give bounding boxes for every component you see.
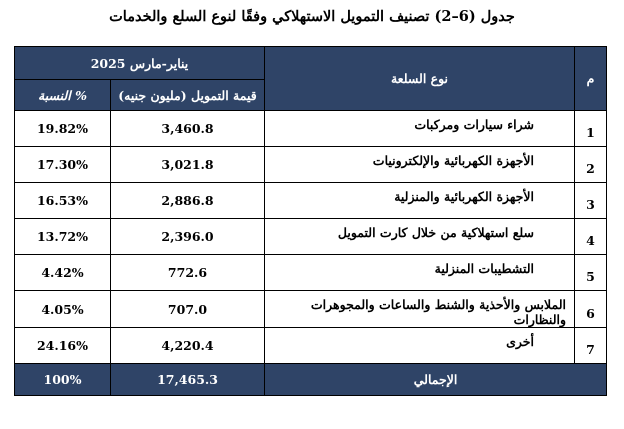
row-number: 2 bbox=[575, 147, 607, 183]
total-value: 17,465.3 bbox=[111, 364, 265, 396]
row-number: 6 bbox=[575, 291, 607, 328]
table-row bbox=[15, 111, 607, 147]
table-row bbox=[15, 328, 607, 364]
row-value: 4,220.4 bbox=[111, 328, 265, 364]
row-name: سلع استهلاكية من خلال كارت التمويل bbox=[265, 219, 575, 255]
table-row bbox=[15, 255, 607, 291]
row-value: 3,021.8 bbox=[111, 147, 265, 183]
row-number: 5 bbox=[575, 255, 607, 291]
row-value: 772.6 bbox=[111, 255, 265, 291]
total-label: الإجمالي bbox=[265, 364, 607, 396]
row-value: 2,396.0 bbox=[111, 219, 265, 255]
row-number: 4 bbox=[575, 219, 607, 255]
row-name: الملابس والأحذية والشنط والساعات والمجوهرات والنظارات bbox=[265, 291, 575, 328]
row-pct: 19.82% bbox=[15, 111, 111, 147]
row-pct: 4.42% bbox=[15, 255, 111, 291]
value-header: قيمة التمويل (مليون جنيه) bbox=[111, 80, 265, 111]
period-header: يناير-مارس 2025 bbox=[15, 47, 265, 80]
table-row bbox=[15, 291, 607, 328]
row-value: 3,460.8 bbox=[111, 111, 265, 147]
financing-table bbox=[14, 46, 607, 396]
row-name: شراء سيارات ومركبات bbox=[265, 111, 575, 147]
row-pct: 13.72% bbox=[15, 219, 111, 255]
row-pct: 16.53% bbox=[15, 183, 111, 219]
row-value: 707.0 bbox=[111, 291, 265, 328]
row-name: أخرى bbox=[265, 328, 575, 364]
row-name: الأجهزة الكهربائية والمنزلية bbox=[265, 183, 575, 219]
row-name: الأجهزة الكهربائية والإلكترونيات bbox=[265, 147, 575, 183]
pct-header: النسبة % bbox=[15, 80, 111, 111]
total-pct: 100% bbox=[15, 364, 111, 396]
table-row bbox=[15, 183, 607, 219]
table-row bbox=[15, 219, 607, 255]
table-row bbox=[15, 147, 607, 183]
header-row-top bbox=[15, 47, 607, 80]
row-number: 7 bbox=[575, 328, 607, 364]
row-value: 2,886.8 bbox=[111, 183, 265, 219]
row-pct: 4.05% bbox=[15, 291, 111, 328]
row-number: 3 bbox=[575, 183, 607, 219]
table-title: جدول (6–2) تصنيف التمويل الاستهلاكي وفقًا لنوع السلع والخدمات bbox=[109, 8, 515, 25]
number-header: م bbox=[575, 47, 607, 111]
row-name: التشطيبات المنزلية bbox=[265, 255, 575, 291]
row-pct: 17.30% bbox=[15, 147, 111, 183]
type-header: نوع السلعة bbox=[265, 47, 575, 111]
row-number: 1 bbox=[575, 111, 607, 147]
row-pct: 24.16% bbox=[15, 328, 111, 364]
total-row bbox=[15, 364, 607, 396]
